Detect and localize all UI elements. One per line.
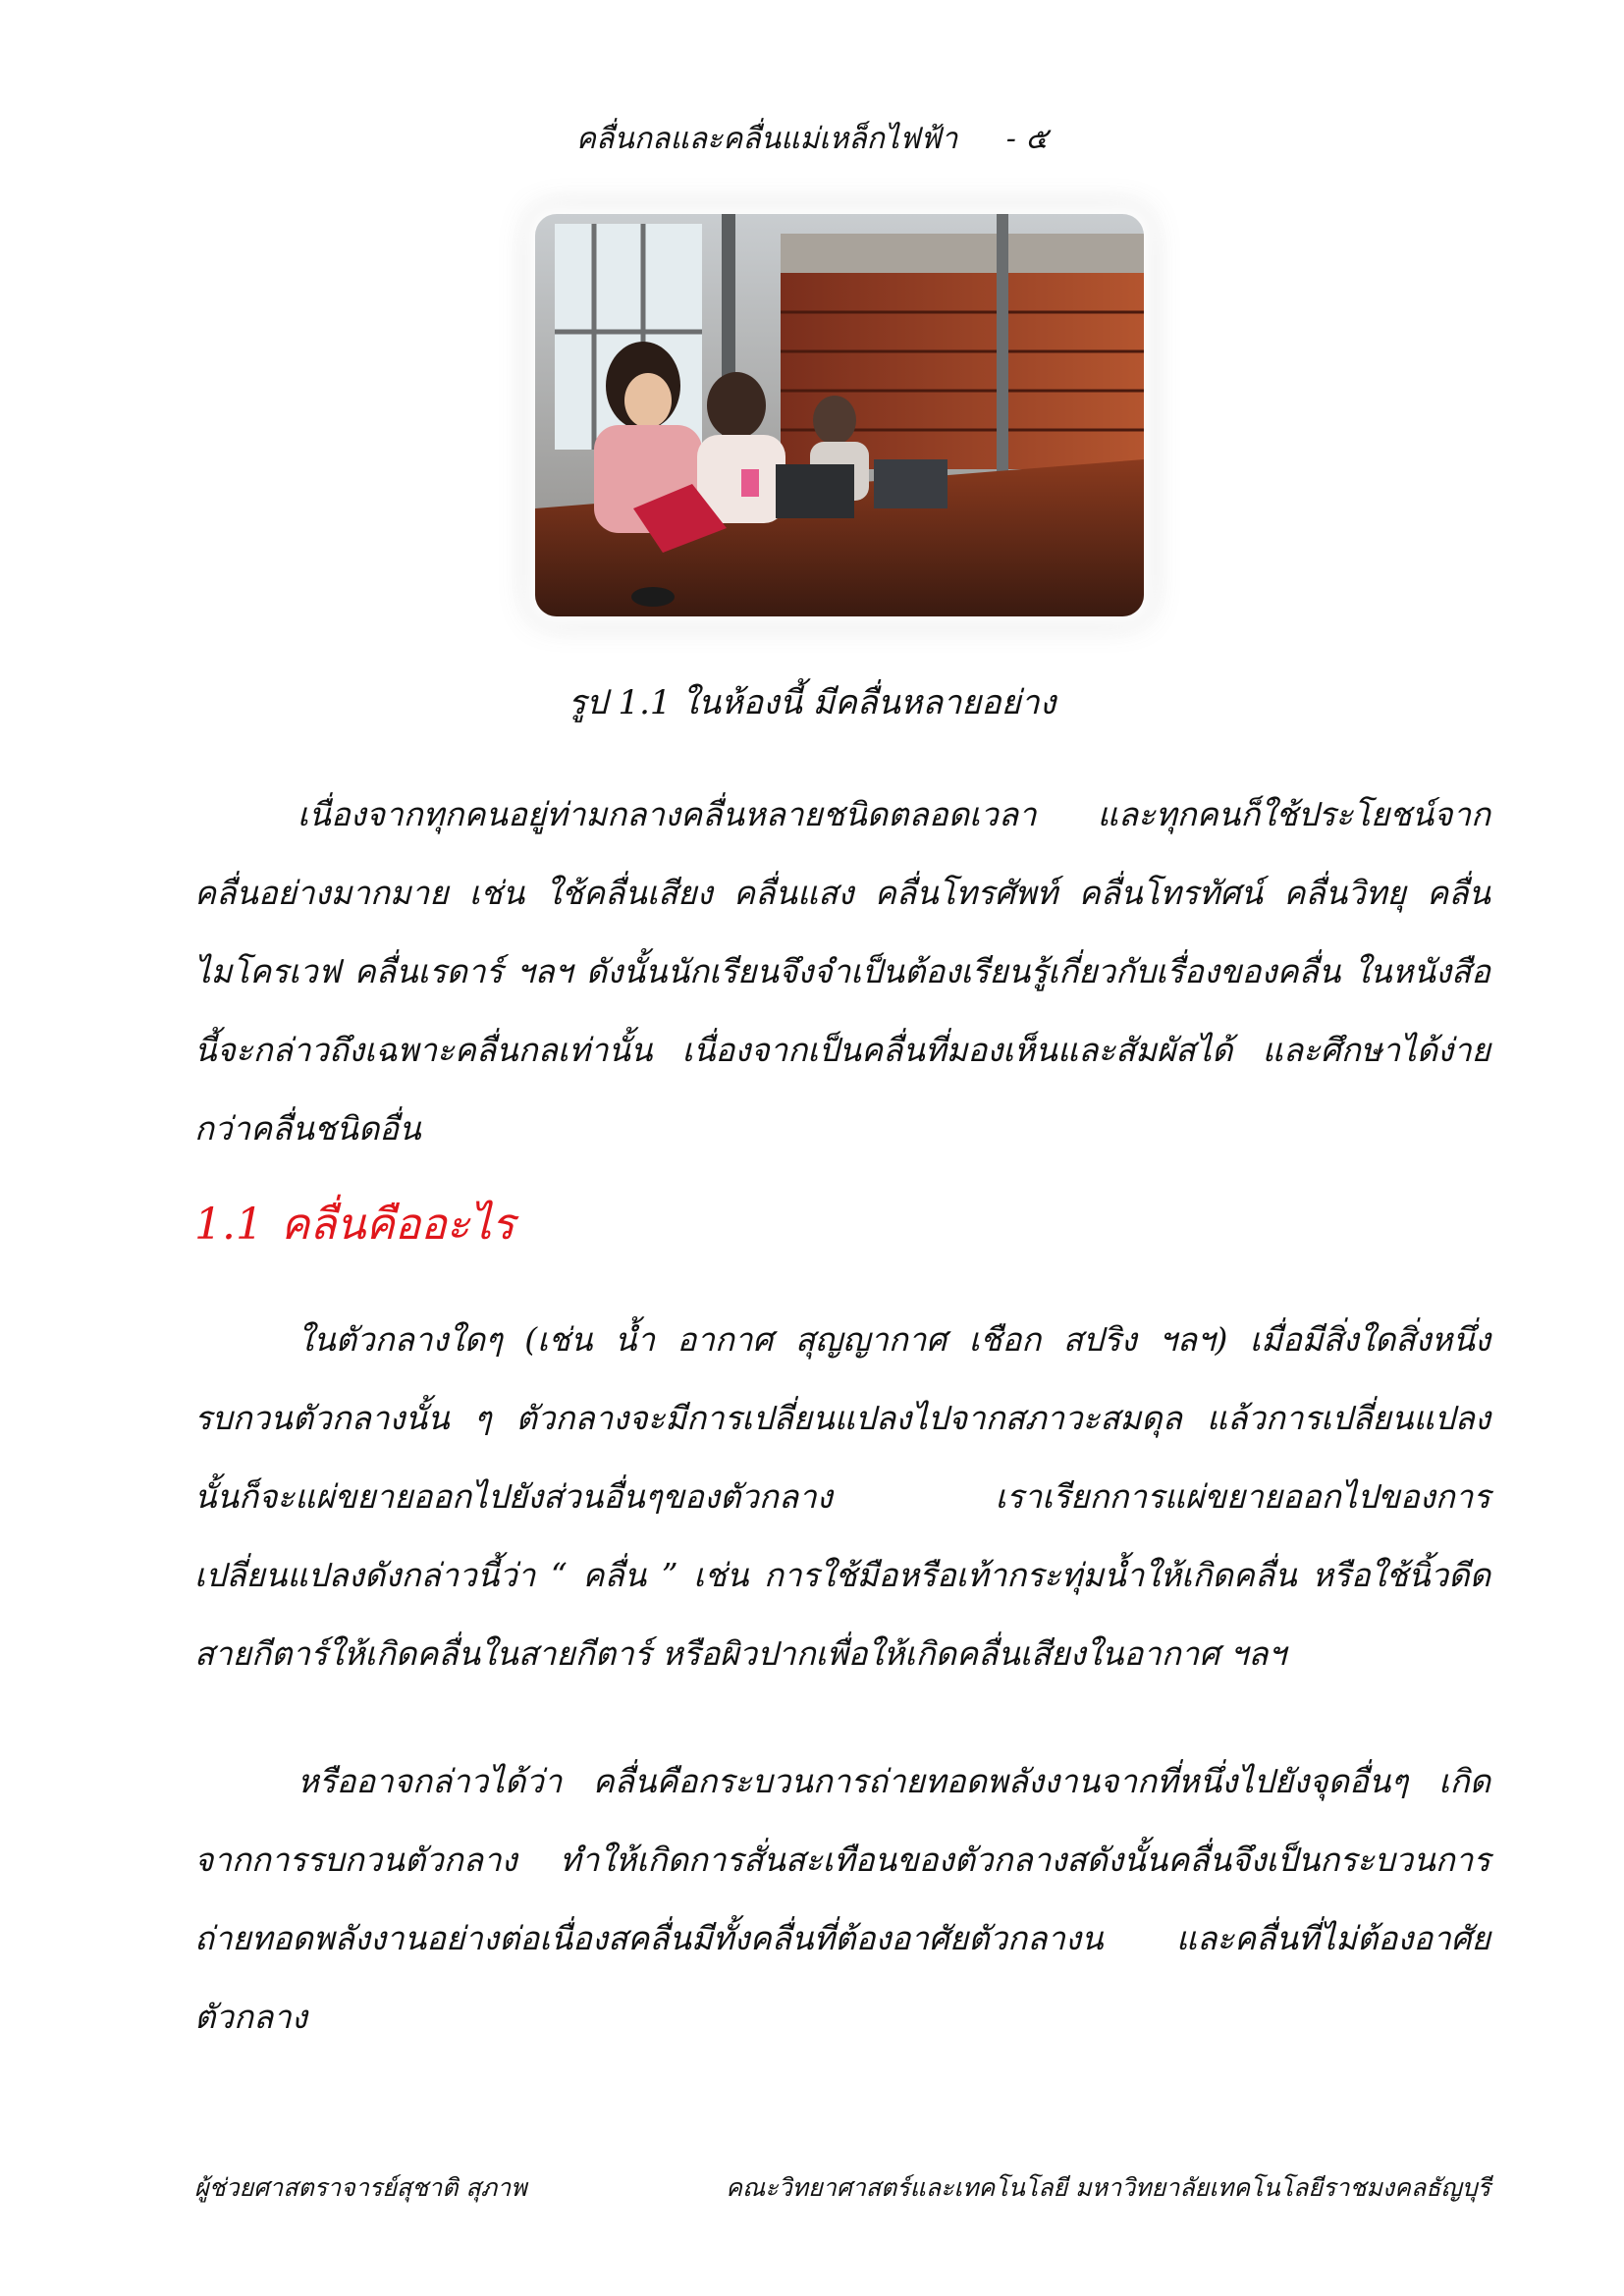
library-photo-icon	[535, 214, 1144, 616]
section-heading	[194, 1190, 514, 1258]
section-title: คลื่นคืออะไร	[280, 1200, 515, 1250]
header-separator: -	[1005, 122, 1016, 156]
footer-affiliation: คณะวิทยาศาสตร์และเทคโนโลยี มหาวิทยาลัยเทคโนโลยีราชมงคลธัญบุรี	[726, 2173, 1490, 2202]
paragraph-intro	[194, 775, 1490, 1168]
paragraph-definition-text: ในตัวกลางใดๆ (เช่น น้ำ อากาศ สุญญากาศ เชือก สปริง ฯลฯ) เมื่อมีสิ่งใดสิ่งหนึ่งรบกวนตัวกลางนั้น ๆ ตัวกลางจะมีการเปลี่ยนแปลงไปจากสภาวะสมดุล แล้วการเปลี่ยนแปลงนั้นก็จะแผ่ขยายออกไปยังส่วนอื่นๆของตัวกลาง เราเรียกการแผ่ขยายออกไปของการเปลี่ยนแปลงดังกล่าวนี้ว่า “ คลื่น ” เช่น การใช้มือหรือเท้ากระทุ่มน้ำให้เกิดคลื่น หรือใช้นิ้วดีดสายกีตาร์ให้เกิดคลื่นในสายกีตาร์ หรือผิวปากเพื่อให้เกิดคลื่นเสียงในอากาศ ฯลฯ	[194, 1320, 1490, 1673]
page-header	[0, 116, 1624, 162]
paragraph-intro-text: เนื่องจากทุกคนอยู่ท่ามกลางคลื่นหลายชนิดตลอดเวลา และทุกคนก็ใช้ประโยชน์จากคลื่นอย่างมากมาย เช่น ใช้คลื่นเสียง คลื่นแสง คลื่นโทรศัพท์ คลื่นโทรทัศน์ คลื่นวิทยุ คลื่นไมโครเวฟ คลื่นเรดาร์ ฯลฯ ดังนั้นนักเรียนจึงจำเป็นต้องเรียนรู้เกี่ยวกับเรื่องของคลื่น ในหนังสือนี้จะกล่าวถึงเฉพาะคลื่นกลเท่านั้น เนื่องจากเป็นคลื่นที่มองเห็นและสัมผัสได้ และศึกษาได้ง่ายกว่าคลื่นชนิดอื่น	[194, 795, 1490, 1148]
page-footer	[194, 2168, 1490, 2208]
header-title: คลื่นกลและคลื่นแม่เหล็กไฟฟ้า	[575, 122, 958, 156]
paragraph-energy-text: หรืออาจกล่าวได้ว่า คลื่นคือกระบวนการถ่ายทอดพลังงานจากที่หนึ่งไปยังจุดอื่นๆ เกิดจากการรบกวนตัวกลาง ทำให้เกิดการสั่นสะเทือนของตัวกลางสดังนั้นคลื่นจึงเป็นกระบวนการถ่ายทอดพลังงานอย่างต่อเนื่องสคลื่นมีทั้งคลื่นที่ต้องอาศัยตัวกลางน และคลื่นที่ไม่ต้องอาศัยตัวกลาง	[194, 1762, 1490, 2036]
library-photo	[535, 214, 1144, 616]
section-number: 1.1	[194, 1200, 263, 1250]
paragraph-energy	[194, 1742, 1490, 2056]
paragraph-definition	[194, 1301, 1490, 1693]
footer-author: ผู้ช่วยศาสตราจารย์สุชาติ สุภาพ	[194, 2173, 527, 2202]
page-number: ๕	[1025, 122, 1049, 156]
figure-caption: รูป 1.1 ในห้องนี้ มีคลื่นหลายอย่าง	[568, 683, 1056, 722]
